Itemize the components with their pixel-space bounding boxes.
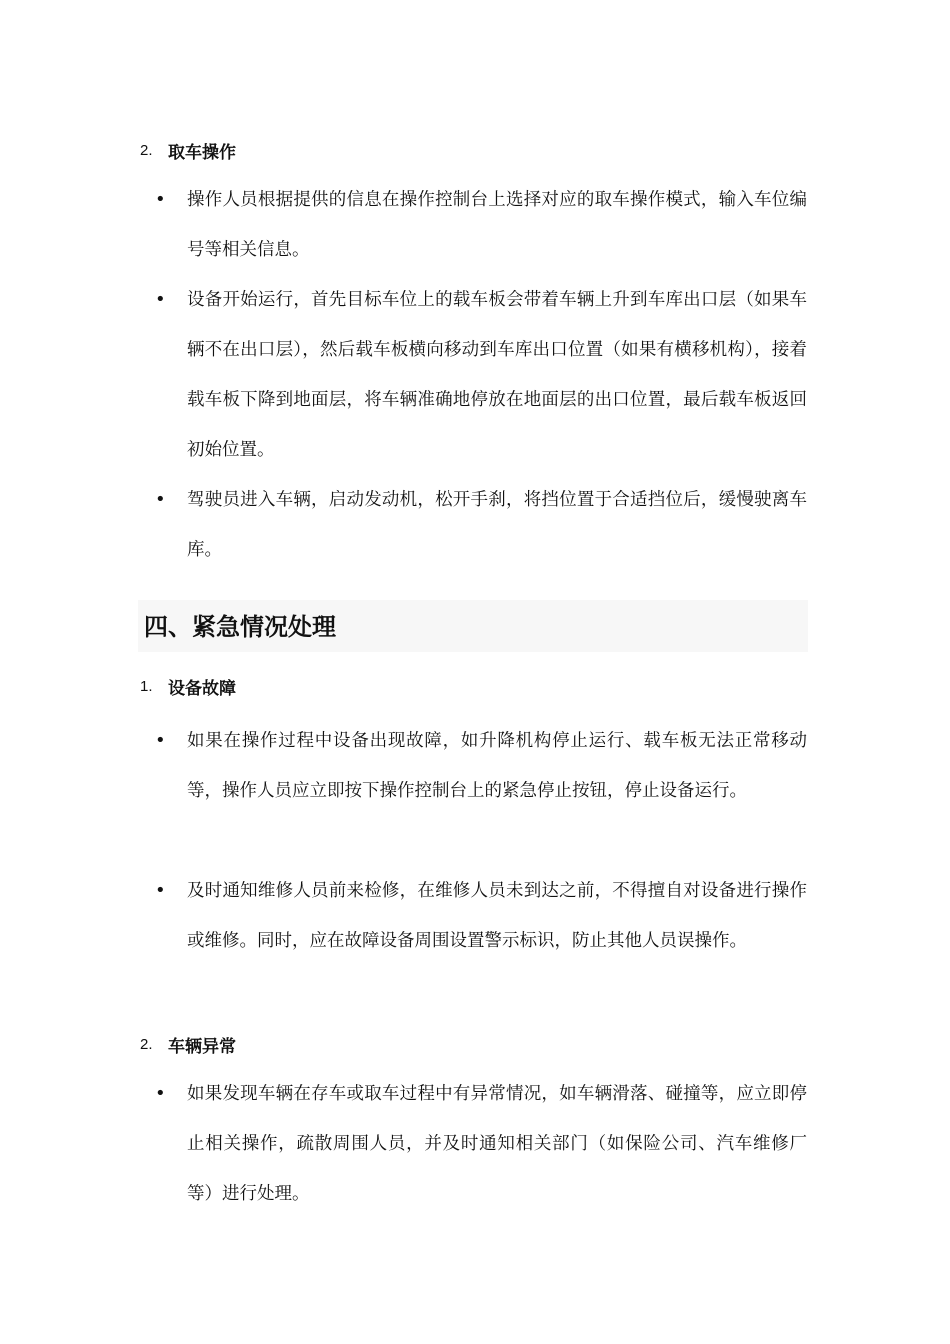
- bullet-icon: •: [155, 189, 166, 210]
- numbered-heading-title: 取车操作: [168, 142, 236, 163]
- list-item-text: 及时通知维修人员前来检修，在维修人员未到达之前，不得擅自对设备进行操作或维修。同时，应在故障设备周围设置警示标识，防止其他人员误操作。: [187, 881, 807, 951]
- bullet-icon: •: [155, 730, 166, 751]
- numbered-heading-retrieve: [140, 138, 236, 162]
- list-item: [155, 175, 815, 275]
- numbered-heading-title: 设备故障: [168, 678, 236, 699]
- numbered-heading-vehicle: [140, 1032, 236, 1056]
- list-item: [155, 275, 815, 475]
- bullet-icon: •: [155, 1083, 166, 1104]
- bullet-icon: •: [155, 880, 166, 901]
- numbered-heading-fault: [140, 674, 236, 698]
- numbered-heading-title: 车辆异常: [168, 1036, 236, 1057]
- bullet-icon: •: [155, 289, 166, 310]
- list-item-text: 设备开始运行，首先目标车位上的载车板会带着车辆上升到车库出口层（如果车辆不在出口层），然后载车板横向移动到车库出口位置（如果有横移机构），接着载车板下降到地面层，将车辆准确地停放在地面层的出口位置，最后载车板返回初始位置。: [187, 290, 807, 460]
- list-item: [155, 475, 815, 575]
- list-number: 2.: [140, 141, 153, 159]
- list-number: 2.: [140, 1035, 153, 1053]
- section-title: 四、紧急情况处理: [144, 613, 336, 641]
- list-item-text: 操作人员根据提供的信息在操作控制台上选择对应的取车操作模式，输入车位编号等相关信息。: [187, 190, 807, 260]
- list-item: [155, 716, 815, 866]
- list-item: [155, 866, 815, 1016]
- bullet-icon: •: [155, 489, 166, 510]
- list-item-text: 如果在操作过程中设备出现故障，如升降机构停止运行、载车板无法正常移动等，操作人员应立即按下操作控制台上的紧急停止按钮，停止设备运行。: [187, 731, 807, 801]
- list-item-text: 驾驶员进入车辆，启动发动机，松开手刹，将挡位置于合适挡位后，缓慢驶离车库。: [187, 490, 807, 560]
- list-item: [155, 1069, 815, 1219]
- list-item-text: 如果发现车辆在存车或取车过程中有异常情况，如车辆滑落、碰撞等，应立即停止相关操作，疏散周围人员，并及时通知相关部门（如保险公司、汽车维修厂等）进行处理。: [187, 1084, 807, 1204]
- list-number: 1.: [140, 677, 153, 695]
